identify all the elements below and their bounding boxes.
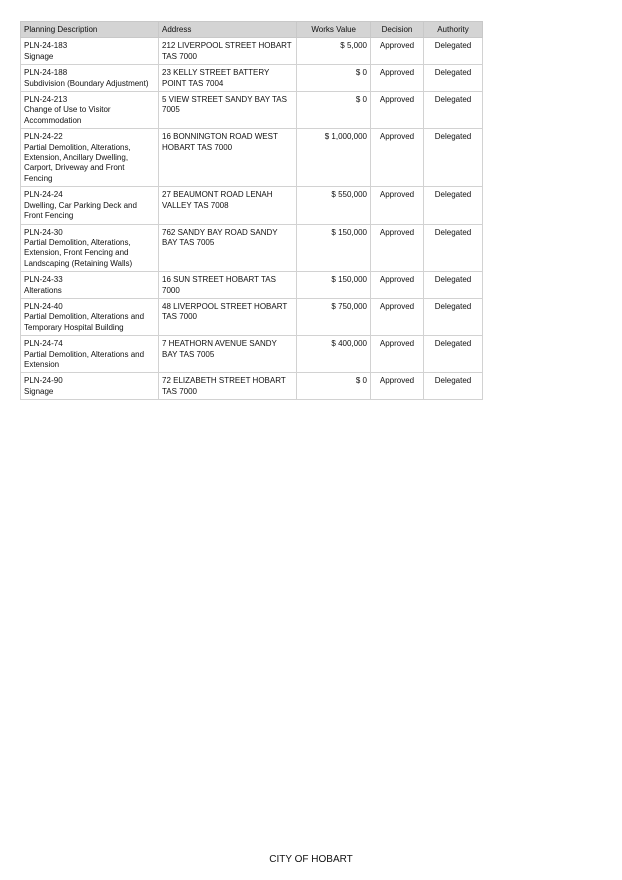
authority-cell: Delegated [424,187,483,224]
address-cell: 5 VIEW STREET SANDY BAY TAS 7005 [159,92,297,129]
description-cell [21,65,159,92]
applications-table [20,21,483,400]
application-description: Dwelling, Car Parking Deck and Front Fencing [24,200,137,221]
address-cell: 48 LIVERPOOL STREET HOBART TAS 7000 [159,298,297,335]
authority-cell: Delegated [424,65,483,92]
application-description: Partial Demolition, Alterations and Extension [24,349,145,369]
header-row [21,22,483,38]
table-row [21,224,483,272]
address-cell: 762 SANDY BAY ROAD SANDY BAY TAS 7005 [159,224,297,272]
description-cell [21,129,159,187]
decision-cell: Approved [371,224,424,272]
works-value-cell: $ 150,000 [297,272,371,299]
page-footer: CITY OF HOBART [269,854,353,865]
table-row [21,187,483,224]
works-value-cell: $ 150,000 [297,224,371,272]
decision-cell: Approved [371,272,424,299]
address-cell: 16 BONNINGTON ROAD WEST HOBART TAS 7000 [159,129,297,187]
authority-cell: Delegated [424,38,483,65]
authority-cell: Delegated [424,224,483,272]
address-cell: 72 ELIZABETH STREET HOBART TAS 7000 [159,373,297,400]
description-cell [21,298,159,335]
column-header-authority: Authority [424,22,483,38]
works-value-cell: $ 1,000,000 [297,129,371,187]
address-cell: 212 LIVERPOOL STREET HOBART TAS 7000 [159,38,297,65]
works-value-cell: $ 5,000 [297,38,371,65]
decision-cell: Approved [371,92,424,129]
application-ref: PLN-24-22 [24,132,63,142]
decision-cell: Approved [371,187,424,224]
description-cell [21,336,159,373]
application-description: Signage [24,386,54,396]
application-ref: PLN-24-74 [24,339,63,349]
decision-cell: Approved [371,38,424,65]
application-ref: PLN-24-30 [24,227,63,237]
description-cell [21,187,159,224]
description-cell [21,92,159,129]
table-row [21,92,483,129]
decision-cell: Approved [371,65,424,92]
table-body [21,38,483,400]
decision-cell: Approved [371,336,424,373]
authority-cell: Delegated [424,336,483,373]
table-row [21,38,483,65]
address-cell: 16 SUN STREET HOBART TAS 7000 [159,272,297,299]
address-cell: 27 BEAUMONT ROAD LENAH VALLEY TAS 7008 [159,187,297,224]
application-ref: PLN-24-33 [24,275,63,285]
works-value-cell: $ 0 [297,373,371,400]
table-row [21,65,483,92]
works-value-cell: $ 0 [297,65,371,92]
table-row [21,373,483,400]
application-description: Partial Demolition, Alterations and Temporary Hospital Building [24,312,145,332]
column-header-works-value: Works Value [297,22,371,38]
description-cell [21,224,159,272]
application-ref: PLN-24-188 [24,68,68,78]
description-cell [21,373,159,400]
decision-cell: Approved [371,129,424,187]
table-row [21,298,483,335]
application-ref: PLN-24-40 [24,301,63,311]
application-ref: PLN-24-90 [24,376,63,386]
column-header-address: Address [159,22,297,38]
application-description: Subdivision (Boundary Adjustment) [24,78,149,88]
authority-cell: Delegated [424,298,483,335]
address-cell: 23 KELLY STREET BATTERY POINT TAS 7004 [159,65,297,92]
table-row [21,272,483,299]
authority-cell: Delegated [424,272,483,299]
table-header [21,22,483,38]
column-header-description: Planning Description [21,22,159,38]
table-row [21,336,483,373]
application-ref: PLN-24-183 [24,41,68,51]
column-header-decision: Decision [371,22,424,38]
application-description: Partial Demolition, Alterations, Extension, Front Fencing and Landscaping (Retaining Walls) [24,237,133,268]
decision-cell: Approved [371,373,424,400]
application-description: Alterations [24,285,62,295]
works-value-cell: $ 400,000 [297,336,371,373]
address-cell: 7 HEATHORN AVENUE SANDY BAY TAS 7005 [159,336,297,373]
application-ref: PLN-24-213 [24,95,68,105]
description-cell [21,272,159,299]
description-cell [21,38,159,65]
application-description: Signage [24,51,54,61]
table-row [21,129,483,187]
decision-cell: Approved [371,298,424,335]
application-ref: PLN-24-24 [24,190,63,200]
works-value-cell: $ 0 [297,92,371,129]
works-value-cell: $ 550,000 [297,187,371,224]
authority-cell: Delegated [424,373,483,400]
authority-cell: Delegated [424,92,483,129]
authority-cell: Delegated [424,129,483,187]
application-description: Change of Use to Visitor Accommodation [24,105,111,125]
application-description: Partial Demolition, Alterations, Extension, Ancillary Dwelling, Carport, Driveway and Front Fencing [24,142,131,183]
works-value-cell: $ 750,000 [297,298,371,335]
